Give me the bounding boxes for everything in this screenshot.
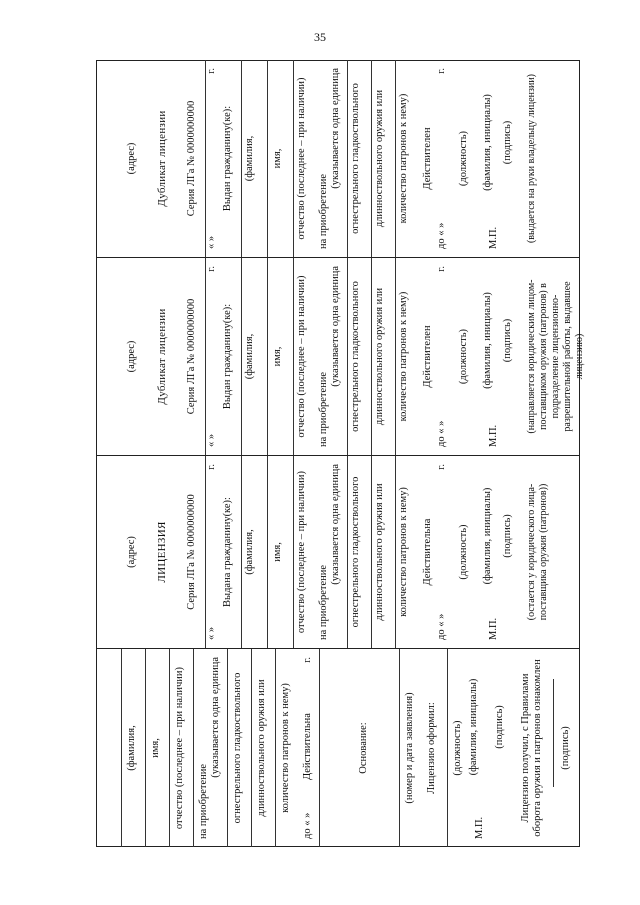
stub-rule xyxy=(144,649,146,847)
stub-mp-label: М.П. xyxy=(474,816,485,839)
stub-signature-hint: (подпись) xyxy=(494,705,505,749)
ammo-count: количество патронов к нему) xyxy=(398,291,409,422)
mp-label: М.П. xyxy=(488,424,499,447)
stub-until-label: до « » xyxy=(302,812,313,839)
gun-type-2: длинноствольного оружия или xyxy=(374,89,385,228)
stub-application-hint: (номер и дата заявления) xyxy=(404,692,415,804)
doc-title: Дубликат лицензии xyxy=(156,308,168,405)
stub-fio-name: имя, xyxy=(150,738,161,758)
license-column-original xyxy=(96,456,580,649)
stub-fio-patronymic: отчество (последнее – при наличии) xyxy=(174,666,185,830)
stub-ack-signature-line xyxy=(552,679,554,787)
page-number: 35 xyxy=(314,30,326,44)
ammo-count: количество патронов к нему) xyxy=(398,93,409,224)
license-rule xyxy=(292,60,294,257)
position-hint: (должность) xyxy=(458,130,469,187)
initials-hint: (фамилия, инициалы) xyxy=(482,487,493,585)
license-column-duplicate-2 xyxy=(96,60,580,258)
date-line: « » xyxy=(206,626,217,640)
fio-name: имя, xyxy=(272,148,283,169)
license-rule xyxy=(394,456,396,648)
license-column-duplicate-1 xyxy=(96,258,585,456)
license-rule xyxy=(370,456,372,648)
position-hint: (должность) xyxy=(458,524,469,580)
signature-hint: (подпись) xyxy=(502,318,513,363)
until-year-suffix: г. xyxy=(436,68,447,74)
stub-rule xyxy=(250,649,252,847)
license-rule xyxy=(240,258,242,455)
address-hint: (адрес) xyxy=(126,142,137,175)
license-rule xyxy=(394,258,396,455)
license-rule xyxy=(346,456,348,648)
stub-gun-type-2: длинноствольного оружия или xyxy=(256,679,267,817)
license-rule xyxy=(346,258,348,455)
valid-label: Действителен xyxy=(422,325,433,388)
stub-gun-type-1: огнестрельного гладкоствольного xyxy=(232,672,243,824)
unit-hint: (указывается одна единица xyxy=(330,266,341,387)
fio-surname: (фамилия, xyxy=(244,529,255,575)
stub-rule xyxy=(168,649,170,847)
purchase-prefix: на приобретение xyxy=(318,371,329,447)
stub-rule xyxy=(192,649,194,847)
stub-valid-row xyxy=(302,657,314,839)
fio-patronymic: отчество (последнее – при наличии) xyxy=(296,275,307,438)
purchase-prefix: на приобретение xyxy=(318,564,329,640)
until-year-suffix: г. xyxy=(436,464,447,470)
address-hint: (адрес) xyxy=(126,536,137,568)
series-number: Серия ЛГа № 0000000000 xyxy=(186,298,197,415)
valid-label: Действительна xyxy=(422,518,433,586)
until-row xyxy=(436,266,448,447)
gun-type-1: огнестрельного гладкоствольного xyxy=(350,83,361,234)
stub-purchase-prefix: на приобретение xyxy=(198,763,209,839)
doc-title: ЛИЦЕНЗИЯ xyxy=(156,521,168,583)
date-row xyxy=(206,68,218,249)
initials-hint: (фамилия, инициалы) xyxy=(482,94,493,191)
purchase-prefix: на приобретение xyxy=(318,173,329,249)
stub-year-suffix: г. xyxy=(302,657,313,663)
license-rule xyxy=(266,60,268,257)
date-row xyxy=(206,464,218,640)
date-line: « » xyxy=(206,235,217,249)
license-rule xyxy=(240,60,242,257)
year-suffix: г. xyxy=(206,464,217,470)
license-rule xyxy=(292,258,294,455)
stub-ack-text-2: оборота оружия и патронов ознакомлен xyxy=(532,659,543,837)
stub-rule xyxy=(226,649,228,847)
unit-hint: (указывается одна единица xyxy=(330,68,341,189)
mp-label: М.П. xyxy=(488,226,499,249)
fio-surname: (фамилия, xyxy=(244,135,255,182)
unit-hint: (указывается одна единица xyxy=(330,464,341,585)
valid-label: Действителен xyxy=(422,127,433,190)
fio-patronymic: отчество (последнее – при наличии) xyxy=(296,77,307,240)
stub-initials-hint: (фамилия, инициалы) xyxy=(468,678,479,776)
until-label: до « » xyxy=(436,613,447,640)
fio-name: имя, xyxy=(272,346,283,367)
position-hint: (должность) xyxy=(458,328,469,385)
stub-ack-signature-hint: (подпись) xyxy=(560,726,571,770)
series-number: Серия ЛГа № 0000000000 xyxy=(186,494,197,610)
signature-hint: (подпись) xyxy=(502,120,513,165)
ammo-count: количество патронов к нему) xyxy=(398,487,409,617)
stub-ack-text-1: Лицензию получил, с Правилами xyxy=(520,673,531,823)
stub-unit-hint: (указывается одна единица xyxy=(210,657,221,778)
initials-hint: (фамилия, инициалы) xyxy=(482,292,493,389)
stub-valid-label: Действительна xyxy=(302,713,313,781)
until-year-suffix: г. xyxy=(436,266,447,272)
license-rule xyxy=(370,60,372,257)
year-suffix: г. xyxy=(206,68,217,74)
gun-type-2: длинноствольного оружия или xyxy=(374,287,385,426)
license-rule xyxy=(394,60,396,257)
gun-type-1: огнестрельного гладкоствольного xyxy=(350,476,361,628)
issued-to-label: Выдан гражданину(ке): xyxy=(222,105,233,212)
gun-type-2: длинноствольного оружия или xyxy=(374,483,385,621)
series-number: Серия ЛГа № 0000000000 xyxy=(186,100,197,217)
doc-title: Дубликат лицензии xyxy=(156,110,168,207)
footnote: (направляется юридическим лицом-поставщиком оружия (патронов) в подразделение лицензионно-разрешительной работы, выдавшее лицензию) xyxy=(526,279,585,434)
license-rule xyxy=(266,258,268,455)
stub-position-hint: (должность) xyxy=(452,720,463,776)
until-label: до « » xyxy=(436,222,447,249)
stub-top-rule xyxy=(120,649,122,847)
until-row xyxy=(436,464,448,640)
until-label: до « » xyxy=(436,420,447,447)
date-row xyxy=(206,266,218,447)
fio-name: имя, xyxy=(272,542,283,562)
address-hint: (адрес) xyxy=(126,340,137,373)
fio-surname: (фамилия, xyxy=(244,333,255,380)
until-row xyxy=(436,68,448,249)
license-rule xyxy=(346,60,348,257)
gun-type-1: огнестрельного гладкоствольного xyxy=(350,281,361,432)
license-rule xyxy=(240,456,242,648)
stub-basis-label: Основание: xyxy=(358,722,369,774)
year-suffix: г. xyxy=(206,266,217,272)
date-line: « » xyxy=(206,433,217,447)
license-rule xyxy=(370,258,372,455)
fio-patronymic: отчество (последнее – при наличии) xyxy=(296,470,307,634)
license-rule xyxy=(292,456,294,648)
issued-to-label: Выдана гражданину(ке): xyxy=(222,497,233,607)
stub-rule xyxy=(398,649,400,847)
stub-rule xyxy=(318,649,320,847)
stub-issued-by-label: Лицензию оформил: xyxy=(426,702,437,794)
stub-rule xyxy=(446,649,448,847)
issued-to-label: Выдан гражданину(ке): xyxy=(222,303,233,410)
stub-fio-surname: (фамилия, xyxy=(126,725,137,771)
footnote: (выдается на руки владельцу лицензии) xyxy=(526,73,537,244)
license-rule xyxy=(266,456,268,648)
stub-column xyxy=(96,649,580,847)
signature-hint: (подпись) xyxy=(502,514,513,558)
stub-rule xyxy=(274,649,276,847)
stub-ammo-count: количество патронов к нему) xyxy=(280,683,291,813)
footnote: (остается у юридического лица-поставщика оружия (патронов)) xyxy=(526,483,549,621)
license-form-sheet xyxy=(96,60,585,847)
mp-label: М.П. xyxy=(488,617,499,640)
